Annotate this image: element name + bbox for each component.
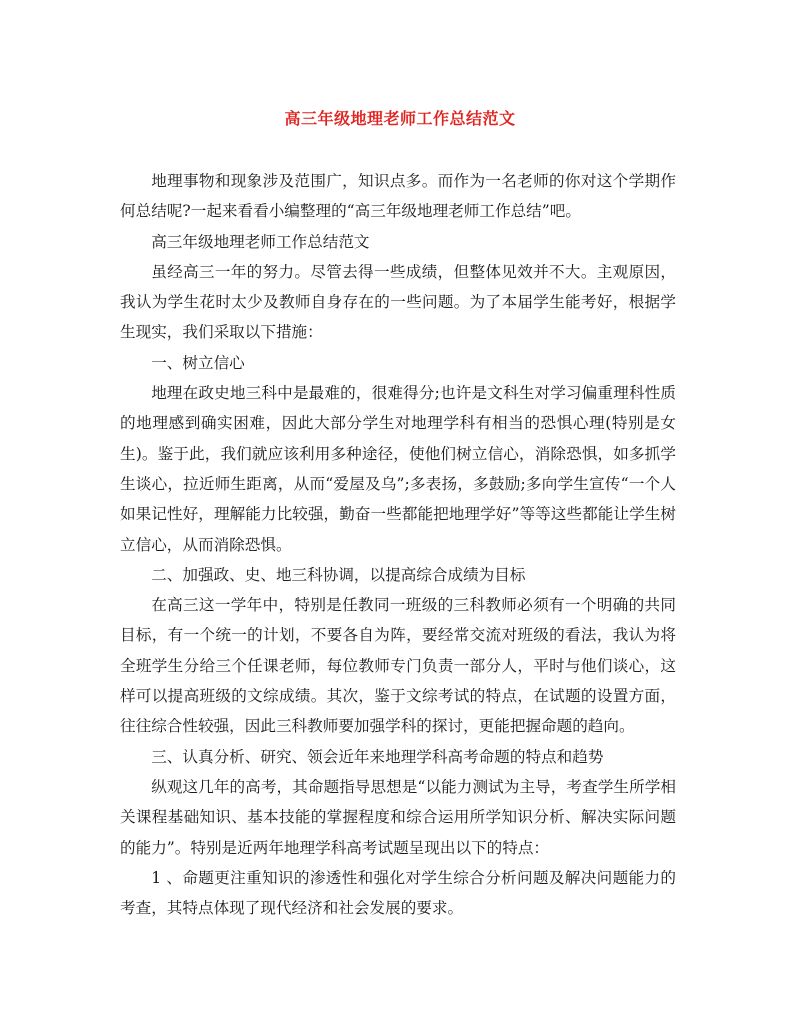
section-heading-2: 二、加强政、史、地三科协调，以提高综合成绩为目标 xyxy=(151,565,526,584)
section-heading-1: 一、树立信心 xyxy=(151,353,245,372)
document-title: 高三年级地理老师工作总结范文 xyxy=(284,109,516,128)
paragraph-point-1: 1 、命题更注重知识的渗透性和强化对学生综合分析问题及解决问题能力的考查，其特点体现了现代经济和社会发展的要求。 xyxy=(120,868,676,918)
section-heading-3: 三、认真分析、研究、领会近年来地理学科高考命题的特点和趋势 xyxy=(151,747,604,766)
paragraph-section-1: 地理在政史地三科中是最难的，很难得分;也许是文科生对学习偏重理科性质的地理感到确实困难，因此大部分学生对地理学科有相当的恐惧心理(特别是女生)。鉴于此，我们就应该利用多种途径，使他们树立信心，消除恐惧，如多抓学生谈心，拉近师生距离，从而“爱屋及乌”;多表扬，多鼓励;多向学生宣传“一个人如果记性好，理解能力比较强，勤奋一些都能把地理学好”等等这些都能让学生树立信心，从而消除恐惧。 xyxy=(120,384,676,554)
document-body xyxy=(120,166,676,923)
paragraph-subtitle: 高三年级地理老师工作总结范文 xyxy=(151,232,370,251)
paragraph-section-2: 在高三这一学年中，特别是任教同一班级的三科教师必须有一个明确的共同目标，有一个统一的计划，不要各自为阵，要经常交流对班级的看法，我认为将全班学生分给三个任课老师，每位教师专门负责一部分人，平时与他们谈心，这样可以提高班级的文综成绩。其次，鉴于文综考试的特点，在试题的设置方面，往往综合性较强，因此三科教师要加强学科的探讨，更能把握命题的趋向。 xyxy=(120,596,676,736)
paragraph-overview: 虽经高三一年的努力。尽管去得一些成绩，但整体见效并不大。主观原因，我认为学生花时太少及教师自身存在的一些问题。为了本届学生能考好，根据学生现实，我们采取以下措施： xyxy=(120,262,676,342)
paragraph-section-3: 纵观这几年的高考，其命题指导思想是“以能力测试为主导，考查学生所学相关课程基础知识、基本技能的掌握程度和综合运用所学知识分析、解决实际问题的能力”。特别是近两年地理学科高考试题呈现出以下的特点： xyxy=(120,777,676,857)
paragraph-intro: 地理事物和现象涉及范围广，知识点多。而作为一名老师的你对这个学期作何总结呢?一起来看看小编整理的“高三年级地理老师工作总结”吧。 xyxy=(120,172,676,221)
